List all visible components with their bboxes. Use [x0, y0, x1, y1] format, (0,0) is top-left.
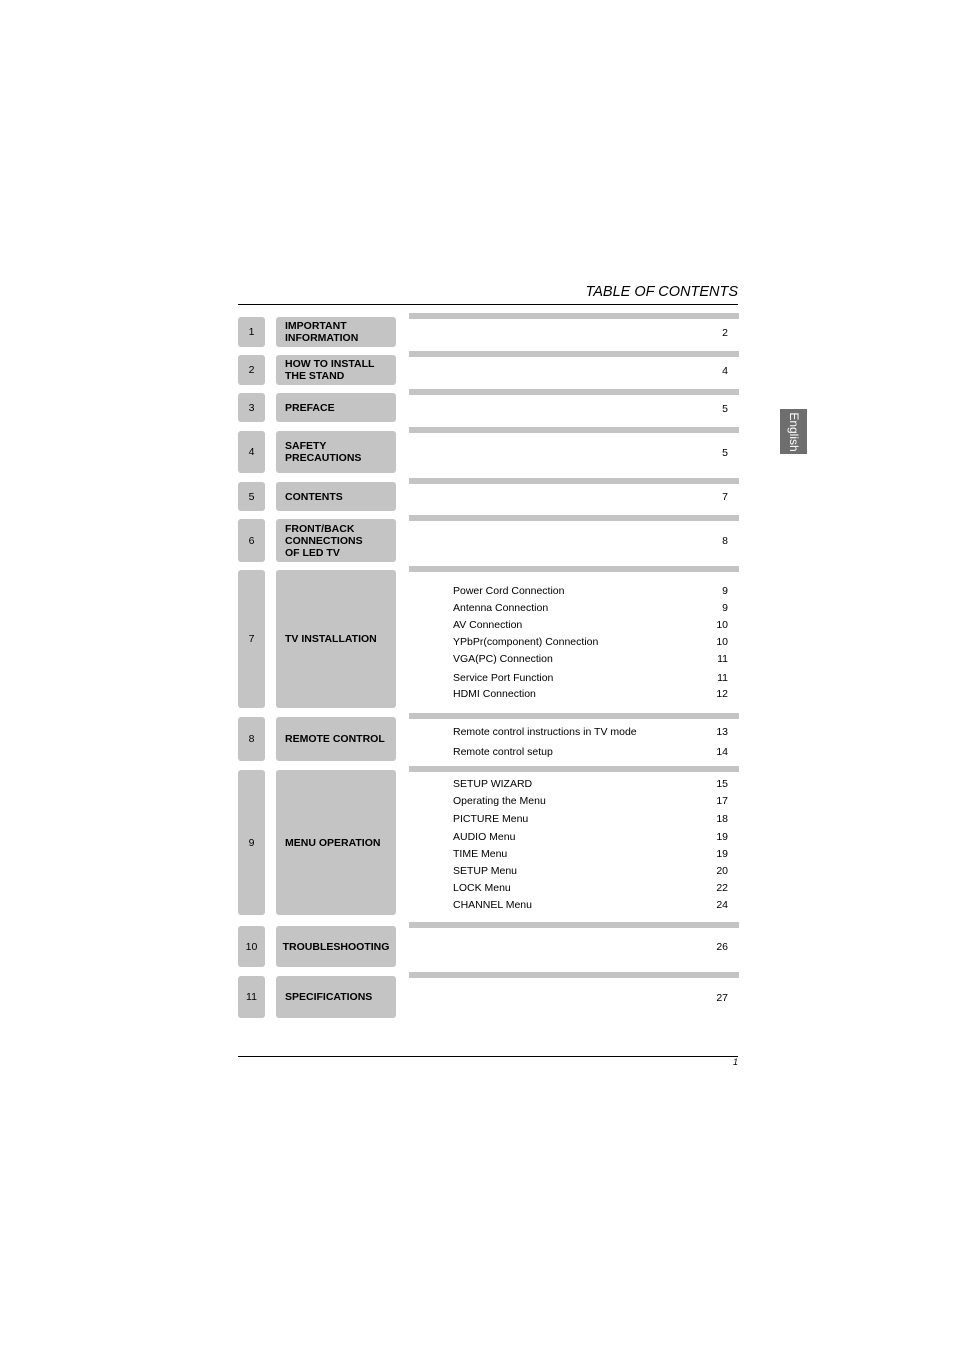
section-number: 7: [238, 570, 265, 708]
toc-entry-title: Power Cord Connection: [453, 585, 565, 597]
section-title-box[interactable]: [276, 431, 396, 473]
toc-entry[interactable]: [453, 672, 728, 686]
section-band: [409, 922, 739, 928]
toc-entry-title: Service Port Function: [453, 672, 554, 684]
toc-entry[interactable]: [453, 795, 728, 809]
section-title: IMPORTANT INFORMATION: [285, 320, 359, 344]
toc-entry-page: 9: [722, 585, 728, 597]
toc-entry[interactable]: [453, 653, 728, 667]
toc-entry-title: LOCK Menu: [453, 882, 511, 894]
toc-entry-title: Operating the Menu: [453, 795, 546, 807]
section-title-box[interactable]: [276, 482, 396, 511]
section-band: [409, 389, 739, 395]
section-page-number[interactable]: 8: [722, 535, 728, 547]
section-number: 2: [238, 355, 265, 385]
toc-entry-page: 10: [716, 636, 728, 648]
toc-entry-page: 15: [716, 778, 728, 790]
section-page-number[interactable]: 2: [722, 327, 728, 339]
toc-entry-title: SETUP Menu: [453, 865, 517, 877]
toc-entry[interactable]: [453, 585, 728, 599]
section-title: SPECIFICATIONS: [285, 991, 373, 1003]
section-band: [409, 713, 739, 719]
toc-entry[interactable]: [453, 899, 728, 913]
section-title-box[interactable]: [276, 519, 396, 562]
section-number: 10: [238, 926, 265, 967]
toc-entry-page: 22: [716, 882, 728, 894]
section-number: 11: [238, 976, 265, 1018]
section-title-box[interactable]: [276, 926, 396, 967]
toc-entry[interactable]: [453, 882, 728, 896]
section-title: CONTENTS: [285, 490, 343, 503]
toc-entry-title: PICTURE Menu: [453, 813, 529, 825]
page-title: TABLE OF CONTENTS: [585, 284, 738, 300]
page-number: 1: [732, 1057, 738, 1067]
section-title-box[interactable]: [276, 317, 396, 347]
toc-entry-title: HDMI Connection: [453, 688, 536, 700]
section-band: [409, 313, 739, 319]
toc-entry[interactable]: [453, 848, 728, 862]
footer-rule: [238, 1056, 738, 1057]
toc-entry[interactable]: [453, 831, 728, 845]
toc-entry-page: 18: [716, 813, 728, 825]
section-title-box[interactable]: [276, 393, 396, 422]
section-band: [409, 566, 739, 572]
toc-entry[interactable]: [453, 778, 728, 792]
section-title: FRONT/BACK CONNECTIONS OF LED TV: [285, 522, 363, 559]
section-number: 3: [238, 393, 265, 422]
toc-entry-page: 12: [716, 688, 728, 700]
section-title-box[interactable]: [276, 355, 396, 385]
toc-entry[interactable]: [453, 619, 728, 633]
section-band: [409, 515, 739, 521]
toc-entry-title: TIME Menu: [453, 848, 508, 860]
section-band: [409, 478, 739, 484]
section-band: [409, 351, 739, 357]
section-band: [409, 972, 739, 978]
toc-entry[interactable]: [453, 636, 728, 650]
toc-entry-title: CHANNEL Menu: [453, 899, 532, 911]
toc-entry-title: Antenna Connection: [453, 602, 549, 614]
toc-entry-page: 11: [717, 672, 728, 684]
section-title: SAFETY PRECAUTIONS: [285, 440, 362, 464]
section-title: REMOTE CONTROL: [285, 733, 385, 745]
toc-entry[interactable]: [453, 726, 728, 740]
section-number: 1: [238, 317, 265, 347]
toc-entry-title: Remote control instructions in TV mode: [453, 726, 637, 738]
section-title-box[interactable]: [276, 570, 396, 708]
toc-entry-title: AUDIO Menu: [453, 831, 516, 843]
section-page-number[interactable]: 7: [722, 491, 728, 503]
section-page-number[interactable]: 5: [722, 447, 728, 459]
toc-entry-page: 10: [716, 619, 728, 631]
section-title-box[interactable]: [276, 976, 396, 1018]
section-number: 4: [238, 431, 265, 473]
section-page-number[interactable]: 5: [722, 403, 728, 415]
section-number: 8: [238, 717, 265, 761]
toc-entry[interactable]: [453, 688, 728, 702]
toc-entry-title: YPbPr(component) Connection: [453, 636, 599, 648]
section-title-box[interactable]: [276, 770, 396, 915]
language-tab-label: English: [786, 411, 801, 452]
section-page-number[interactable]: 26: [716, 941, 728, 953]
toc-entry-page: 19: [716, 848, 728, 860]
toc-entry[interactable]: [453, 813, 728, 827]
toc-entry-page: 19: [716, 831, 728, 843]
section-page-number[interactable]: 4: [722, 365, 728, 377]
section-title: TV INSTALLATION: [285, 633, 377, 645]
toc-entry-title: AV Connection: [453, 619, 523, 631]
section-title: TROUBLESHOOTING: [282, 940, 390, 953]
toc-entry[interactable]: [453, 865, 728, 879]
toc-entry-title: VGA(PC) Connection: [453, 653, 553, 665]
section-band: [409, 766, 739, 772]
toc-entry-page: 13: [716, 726, 728, 738]
section-number: 6: [238, 519, 265, 562]
section-band: [409, 427, 739, 433]
toc-entry-title: Remote control setup: [453, 746, 553, 758]
section-title: MENU OPERATION: [285, 836, 381, 849]
toc-entry[interactable]: [453, 602, 728, 616]
toc-entry[interactable]: [453, 746, 728, 760]
section-title-box[interactable]: [276, 717, 396, 761]
toc-entry-page: 24: [716, 899, 728, 911]
toc-entry-page: 9: [722, 602, 728, 614]
toc-entry-page: 17: [716, 795, 728, 807]
toc-entry-title: SETUP WIZARD: [453, 778, 533, 790]
toc-entry-page: 14: [716, 746, 728, 758]
section-number: 9: [238, 770, 265, 915]
toc-entry-page: 20: [716, 865, 728, 877]
toc-entry-page: 11: [717, 653, 728, 665]
section-title: HOW TO INSTALL THE STAND: [285, 358, 375, 382]
section-page-number[interactable]: 27: [716, 992, 728, 1004]
section-number: 5: [238, 482, 265, 511]
section-title: PREFACE: [285, 401, 335, 414]
